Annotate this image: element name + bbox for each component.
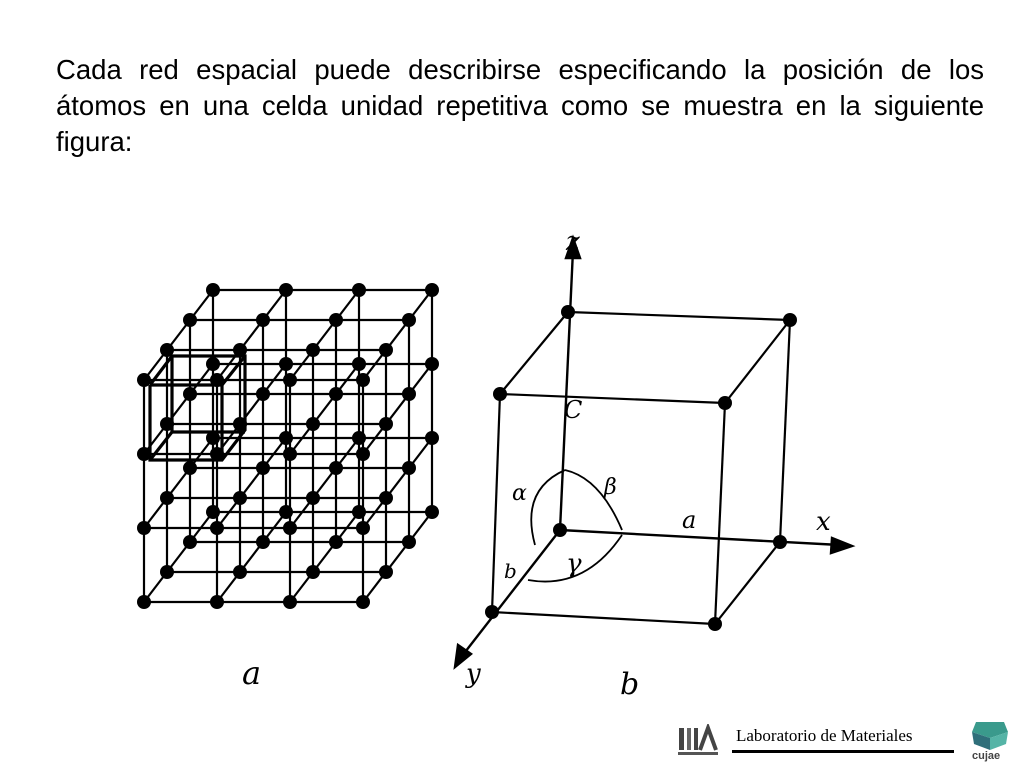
lattice-atom [233,491,247,505]
lattice-atom [329,387,343,401]
lab-logo-icon [678,724,718,755]
lattice-atom [306,565,320,579]
z-axis-label: z [566,227,580,257]
lattice-atom [283,447,297,461]
lattice-atom [352,283,366,297]
lattice-atom [160,565,174,579]
panel-a-label: a [242,654,262,692]
lattice-atom [356,447,370,461]
footer [672,716,1024,768]
lattice-atom [137,521,151,535]
lattice-atom [352,431,366,445]
beta-label: β [604,475,617,500]
space-lattice [144,290,432,602]
unit-cell-atoms [485,305,797,631]
lattice-atom [206,357,220,371]
lattice-atom [210,521,224,535]
alpha-label: α [512,481,527,506]
highlighted-unit-cell [150,356,245,460]
lattice-line [217,290,286,380]
lattice-atom [329,461,343,475]
lattice-line [290,512,359,602]
lattice-atom [283,521,297,535]
gamma-label: γ [566,549,582,579]
lattice-atom [233,565,247,579]
lattice-atom [283,373,297,387]
lattice-atom [425,505,439,519]
lattice-atom [206,505,220,519]
lattice-atom [210,595,224,609]
lattice-atom [352,357,366,371]
lattice-atom [356,521,370,535]
lattice-line [290,438,359,528]
unit-cell [492,312,790,624]
lab-name: Laboratorio de Materiales [736,726,913,745]
lattice-line [217,512,286,602]
lattice-line [363,438,432,528]
description-paragraph: Cada red espacial puede describirse especificando la posición de los átomos en una celda unidad repetitiva como se muestra en la siguiente figura: [56,54,984,157]
lab-name-underline [732,750,954,753]
lattice-atom [379,565,393,579]
lattice-atom [279,505,293,519]
lattice-atom [206,283,220,297]
edge-c-label: C [564,396,583,424]
lattice-atom [283,595,297,609]
lattice-atom [279,357,293,371]
lattice-atom [356,373,370,387]
lattice-atom [183,387,197,401]
lattice-atom [256,313,270,327]
lattice-atom [379,491,393,505]
lattice-atom [425,357,439,371]
lattice-line [363,364,432,454]
cujae-logo-text: cujae [972,750,1001,762]
lattice-line [290,290,359,380]
lattice-line [144,512,213,602]
crystal-lattice-figure [120,220,860,710]
lattice-line [363,512,432,602]
lattice-atom [402,461,416,475]
y-axis-label: y [466,659,481,689]
edge-b-label: b [504,559,517,583]
lattice-atom [379,343,393,357]
lattice-atom [402,535,416,549]
lattice-atom [137,595,151,609]
lattice-atom [425,283,439,297]
lattice-atom [356,595,370,609]
lattice-atom [329,313,343,327]
lattice-atom [279,431,293,445]
lattice-atom [137,373,151,387]
lattice-atom [183,461,197,475]
lattice-line [144,438,213,528]
lattice-atoms [137,283,439,609]
edge-a-label: a [682,506,697,534]
lattice-atom [306,417,320,431]
lattice-atom [402,387,416,401]
lattice-line [363,290,432,380]
lattice-atom [183,535,197,549]
lattice-atom [306,343,320,357]
lattice-atom [160,491,174,505]
lattice-atom [329,535,343,549]
lattice-line [290,364,359,454]
panel-b-label: b [620,667,640,702]
lattice-atom [183,313,197,327]
x-axis-label: x [816,507,831,537]
lattice-atom [306,491,320,505]
lattice-atom [256,387,270,401]
lattice-atom [256,535,270,549]
lattice-line [144,290,213,380]
lattice-atom [379,417,393,431]
lattice-atom [279,283,293,297]
lattice-atom [402,313,416,327]
lattice-atom [352,505,366,519]
lattice-atom [256,461,270,475]
axes [455,238,852,667]
lattice-atom [425,431,439,445]
